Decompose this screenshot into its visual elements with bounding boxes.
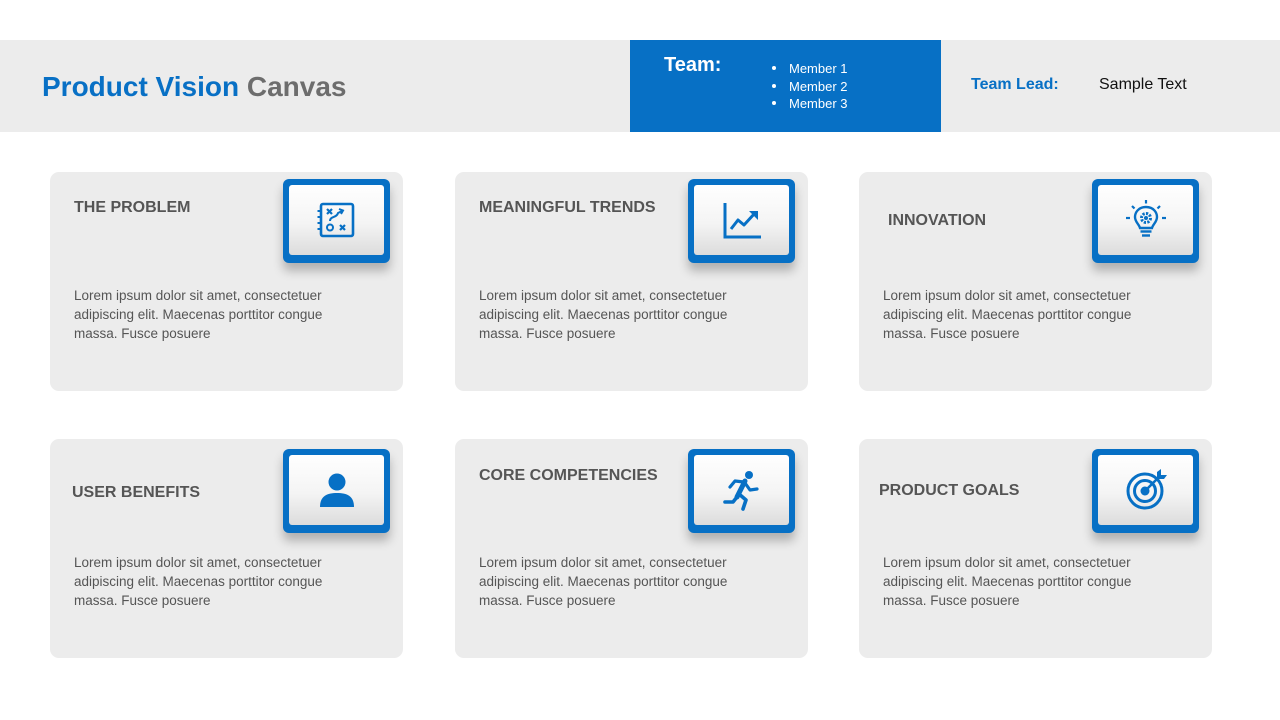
running-person-icon — [720, 468, 764, 512]
team-label: Team: — [664, 54, 722, 76]
card-core-competencies — [455, 439, 808, 658]
card-product-goals — [859, 439, 1212, 658]
icon-frame — [1092, 449, 1199, 533]
title-part-2: Canvas — [246, 71, 347, 102]
icon-frame — [688, 449, 795, 533]
page-title — [42, 70, 346, 104]
card-innovation — [859, 172, 1212, 391]
strategy-board-icon — [315, 198, 359, 242]
target-icon — [1124, 468, 1168, 512]
card-user-benefits — [50, 439, 403, 658]
card-title: PRODUCT GOALS — [879, 482, 1020, 499]
card-title: THE PROBLEM — [74, 199, 191, 216]
card-text: Lorem ipsum dolor sit amet, consectetuer adipiscing elit. Maecenas porttitor congue massa. Fusce posuere — [74, 288, 323, 341]
lightbulb-gear-icon — [1124, 198, 1168, 242]
team-box — [630, 40, 941, 132]
team-member: Member 2 — [771, 78, 848, 96]
trend-chart-icon — [720, 198, 764, 242]
icon-frame — [283, 449, 390, 533]
card-meaningful-trends — [455, 172, 808, 391]
card-text: Lorem ipsum dolor sit amet, consectetuer adipiscing elit. Maecenas porttitor congue massa. Fusce posuere — [479, 288, 728, 341]
user-icon — [315, 468, 359, 512]
card-title: INNOVATION — [888, 212, 987, 229]
icon-frame — [688, 179, 795, 263]
icon-frame — [1092, 179, 1199, 263]
card-text: Lorem ipsum dolor sit amet, consectetuer adipiscing elit. Maecenas porttitor congue massa. Fusce posuere — [74, 555, 323, 608]
card-title: MEANINGFUL TRENDS — [479, 199, 656, 216]
team-lead-label: Team Lead: — [971, 76, 1059, 93]
card-text: Lorem ipsum dolor sit amet, consectetuer adipiscing elit. Maecenas porttitor congue massa. Fusce posuere — [883, 288, 1132, 341]
icon-frame — [283, 179, 390, 263]
card-title: CORE COMPETENCIES — [479, 467, 658, 484]
team-member: Member 1 — [771, 60, 848, 78]
card-the-problem — [50, 172, 403, 391]
card-text: Lorem ipsum dolor sit amet, consectetuer adipiscing elit. Maecenas porttitor congue massa. Fusce posuere — [883, 555, 1132, 608]
team-member: Member 3 — [771, 95, 848, 113]
title-part-1: Product Vision — [42, 71, 240, 102]
card-text: Lorem ipsum dolor sit amet, consectetuer adipiscing elit. Maecenas porttitor congue massa. Fusce posuere — [479, 555, 728, 608]
team-lead-value: Sample Text — [1099, 76, 1187, 93]
card-title: USER BENEFITS — [72, 484, 201, 501]
team-member-list — [771, 60, 848, 113]
